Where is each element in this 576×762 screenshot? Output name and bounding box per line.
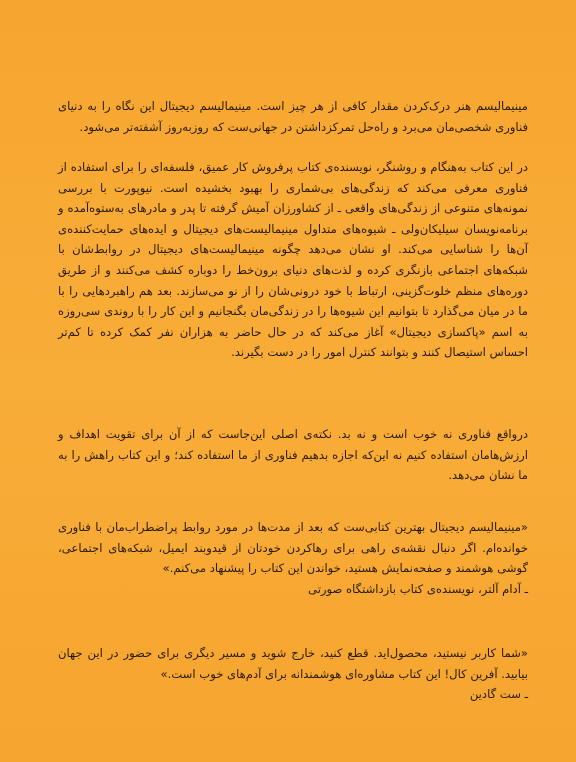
blurb-quote-alter xyxy=(58,517,528,599)
quote-text: «مینیمالیسم دیجیتال بهترین کتابی‌ست که بعد از مدت‌ها در مورد روابط پراضطراب‌مان با فناوری خوانده‌ام. اگر دنبال نقشه‌ی راهی برای رهاکردن خودتان از قیدوبند ایمیل، شبکه‌های اجتماعی، گوشی هوشمند و صفحه‌نمایش هستید، خواندن این کتاب را پیشنهاد می‌کنم.» xyxy=(58,520,528,576)
blurb-quote-godin xyxy=(58,643,528,705)
intro-paragraph: مینیمالیسم هنر درک‌کردن مقدار کافی از هر چیز است. مینیمالیسم دیجیتال این نگاه را به دنیای فناوری شخصی‌مان می‌برد و راه‌حل تمرکزداشتن در جهانی‌ست که روزبه‌روز آشفته‌تر می‌شود. xyxy=(58,99,528,134)
quote-attribution: ـ ست گادین xyxy=(469,687,528,702)
quote-text: «شما کاربر نیستید، محصول‌اید. قطع کنید، خارج شوید و مسیر دیگری برای حضور در این جهان بیابید. آفرین کال! این کتاب مشاوره‌ای هوشمندانه برای آدم‌های خوب است.» xyxy=(58,646,528,681)
main-paragraph: در این کتاب به‌هنگام و روشنگر، نویسنده‌ی کتاب پرفروش کار عمیق، فلسفه‌ای را برای استفاده از فناوری معرفی می‌کند که زندگی‌های بی‌شماری را بهبود بخشیده است. نیوپورت با بررسی نمونه‌های متنوعی از زندگی‌های واقعی ـ از کشاورزان آمیش گرفته تا پدر و مادرهای به‌ستوه‌آمده و برنامه‌نویسان سیلیکان‌ولی ـ شیوه‌های متداول مینیمالیست‌های دیجیتال و ایده‌های حمایت‌کننده‌ی آن‌ها را شناسایی می‌کند. او نشان می‌دهد چگونه مینیمالیست‌های دیجیتال در روابط‌شان با شبکه‌های اجتماعی بازنگری کرده و لذت‌های دنیای برون‌خط را دوباره کشف می‌کنند و از طریق دوره‌های منظم خلوت‌گزینی، ارتباط با خود درونی‌شان را از نو می‌سازند. بعد هم راهبردهایی را با ما در میان می‌گذارد تا بتوانیم این شیوه‌ها را در زندگی‌مان بگنجانیم و این کار را با روندی سی‌روزه به اسم «پاکسازی دیجیتال» آغاز می‌کند که در حال حاضر به هزاران نفر کمک کرده تا کم‌تر احساس استیصال کنند و بتوانند کنترل امور را در دست بگیرند. xyxy=(58,160,528,360)
closing-paragraph: درواقع فناوری نه خوب است و نه بد. نکته‌ی اصلی این‌جاست که از آن برای تقویت اهداف و ارزش‌هامان استفاده کنیم نه این‌که اجازه بدهیم فناوری از ما استفاده کند؛ و این کتاب راهش را به ما نشان می‌دهد. xyxy=(58,427,528,483)
quote-attribution: ـ آدام آلتر، نویسنده‌ی کتاب بازداشتگاه صورتی xyxy=(308,581,528,596)
